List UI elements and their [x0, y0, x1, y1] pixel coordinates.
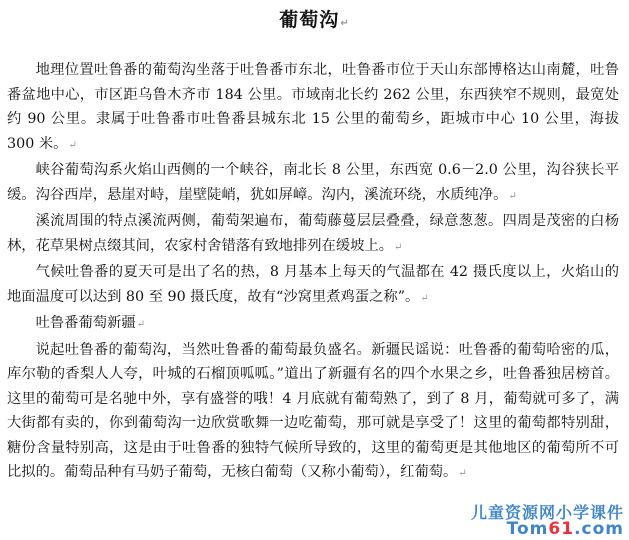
- paragraph-mark-icon: ↵: [394, 241, 403, 253]
- watermark-domain-suffix: .com: [574, 519, 624, 539]
- paragraph-valley: [7, 158, 619, 209]
- paragraph-text: 吐鲁番葡萄新疆: [35, 315, 136, 331]
- watermark-domain: [507, 519, 624, 539]
- paragraph-climate: [7, 260, 619, 311]
- site-watermark: [398, 500, 628, 540]
- paragraph-text: 峡谷葡萄沟系火焰山西侧的一个峡谷，南北长 8 公里，东西宽 0.6－2.0 公里，沟谷狭长平缓。沟谷西岸，悬崖对峙，崖壁陡峭，犹如屏嶂。沟内，溪流环绕，水质纯净。: [7, 162, 619, 203]
- title-text: 葡萄沟: [279, 9, 340, 31]
- paragraph-text: 说起吐鲁番的葡萄沟，当然吐鲁番的葡萄最负盛名。新疆民谣说：吐鲁番的葡萄哈密的瓜，库尔勒的香梨人人夸，叶城的石榴顶呱呱。”道出了新疆有名的四个水果之乡，吐鲁番独居榜首。这里的葡萄可是名驰中外，享有盛誉的哦！4 月底就有葡萄熟了，到了 8 月，葡萄就可多了，满大街都有卖的，你到葡萄沟一边欣赏歌舞一边吃葡萄，那可就是享受了！这里的葡萄都特别甜，糖份含量特别高，这是由于吐鲁番的独特气候所导致的，这里的葡萄更是其他地区的葡萄所不可比拟的。葡萄品种有马奶子葡萄，无核白葡萄（又称小葡萄），红葡萄。: [7, 341, 619, 480]
- paragraph-heading-grapes: [7, 311, 619, 338]
- document-body: [7, 58, 619, 487]
- watermark-site-name: 儿童资源网小学课件: [470, 503, 624, 522]
- watermark-domain-number: 61: [548, 519, 575, 539]
- paragraph-grapes: [7, 338, 619, 487]
- paragraph-mark-icon: ↵: [340, 18, 350, 29]
- paragraph-mark-icon: ↵: [420, 292, 429, 304]
- watermark-domain-prefix: Tom: [506, 519, 549, 539]
- paragraph-text: 地理位置吐鲁番的葡萄沟坐落于吐鲁番市东北，吐鲁番市位于天山东部博格达山南麓，吐鲁番盆地中心，市区距乌鲁木齐市 184 公里。市域南北长约 262 公里，东西狭窄不规则，最宽处约 90 公里。隶属于吐鲁番市吐鲁番县城东北 15 公里的葡萄乡，距城市中心 10 公里，海拔 300 米。: [7, 62, 619, 152]
- paragraph-mark-icon: ↵: [136, 319, 146, 330]
- paragraph-stream: [7, 209, 619, 260]
- paragraph-text: 气候吐鲁番的夏天可是出了名的热，8 月基本上每天的气温都在 42 摄氏度以上，火焰山的地面温度可以达到 80 至 90 摄氏度，故有“沙窝里煮鸡蛋之称”。: [7, 264, 619, 305]
- paragraph-mark-icon: ↵: [68, 139, 77, 151]
- paragraph-location: [7, 58, 619, 158]
- paragraph-mark-icon: ↵: [458, 468, 467, 479]
- paragraph-text: 溪流周围的特点溪流两侧，葡萄架遍布，葡萄藤蔓层层叠叠，绿意葱葱。四周是茂密的白杨林，花草果树点缀其间，农家村舍错落有致地排列在缓坡上。: [7, 213, 619, 254]
- document-title: [0, 5, 629, 32]
- paragraph-mark-icon: ↵: [508, 190, 517, 202]
